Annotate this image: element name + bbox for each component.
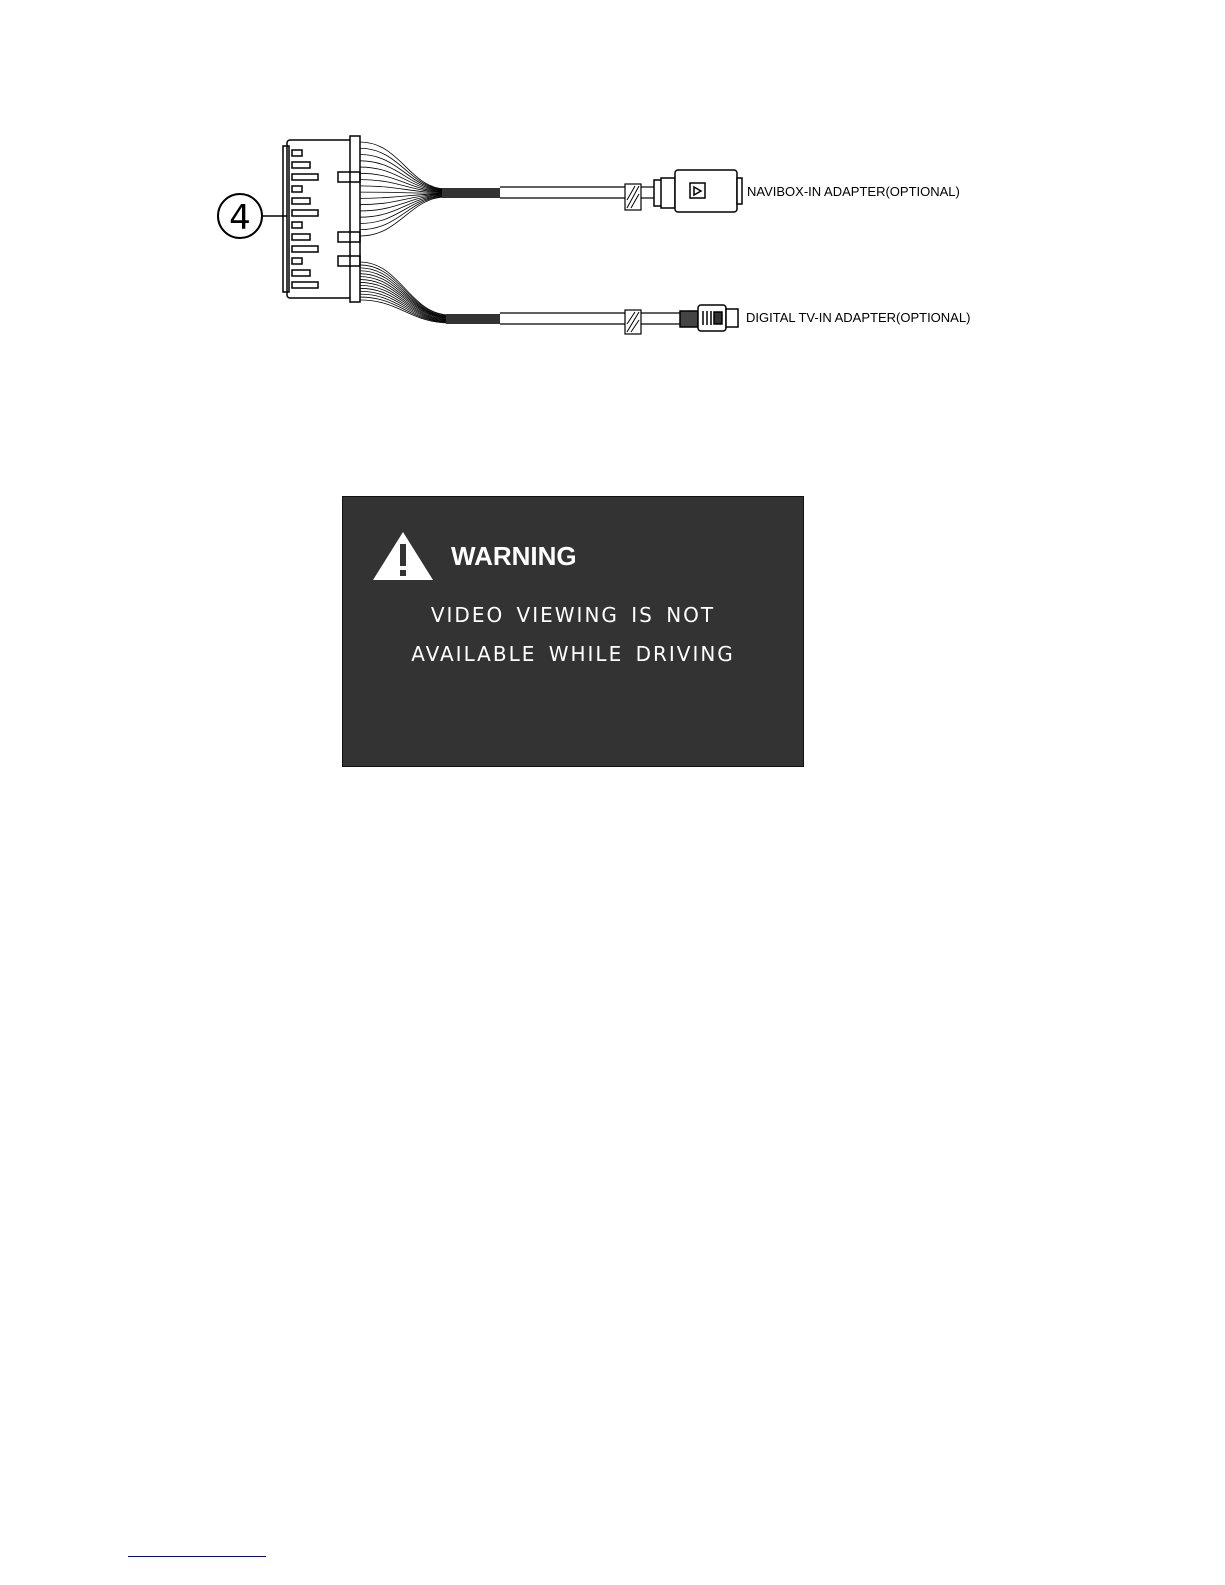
digital-tv-adapter-label: DIGITAL TV-IN ADAPTER(OPTIONAL): [746, 310, 971, 325]
wire-bundles: [360, 142, 450, 323]
connector-pin: [292, 234, 310, 240]
footer-rule: [128, 1556, 266, 1557]
callout-marker: [218, 194, 287, 238]
connector-pin: [292, 222, 302, 228]
connector-pin: [292, 258, 302, 264]
navibox-plug-icon: [654, 170, 742, 212]
wire: [360, 196, 446, 229]
digital-tv-plug-icon: [680, 305, 738, 331]
connector-pin: [292, 198, 310, 204]
connector-pin: [292, 162, 310, 168]
connector-pin: [292, 210, 318, 216]
wire: [360, 268, 450, 316]
wire: [360, 155, 446, 191]
connector-pin: [292, 150, 302, 156]
connector-pins: [292, 150, 318, 288]
wire: [360, 148, 446, 189]
warning-panel: [342, 496, 804, 767]
warning-triangle-icon: [371, 530, 435, 582]
callout-number: 4: [229, 198, 251, 238]
navibox-cable: [442, 184, 655, 210]
warning-message-line-2: AVAILABLE WHILE DRIVING: [411, 642, 735, 666]
warning-title: WARNING: [451, 541, 577, 571]
navibox-adapter-label: NAVIBOX-IN ADAPTER(OPTIONAL): [747, 184, 960, 199]
warning-message-line-1: VIDEO VIEWING IS NOT: [430, 603, 716, 627]
digital-tv-cable: [446, 310, 680, 334]
connector-pin: [292, 270, 310, 276]
connector-pin: [292, 174, 318, 180]
wiring-harness-diagram: [0, 0, 1225, 400]
connector-pin: [292, 246, 318, 252]
harness-connector: [283, 136, 360, 302]
connector-pin: [292, 282, 318, 288]
connector-pin: [292, 186, 302, 192]
